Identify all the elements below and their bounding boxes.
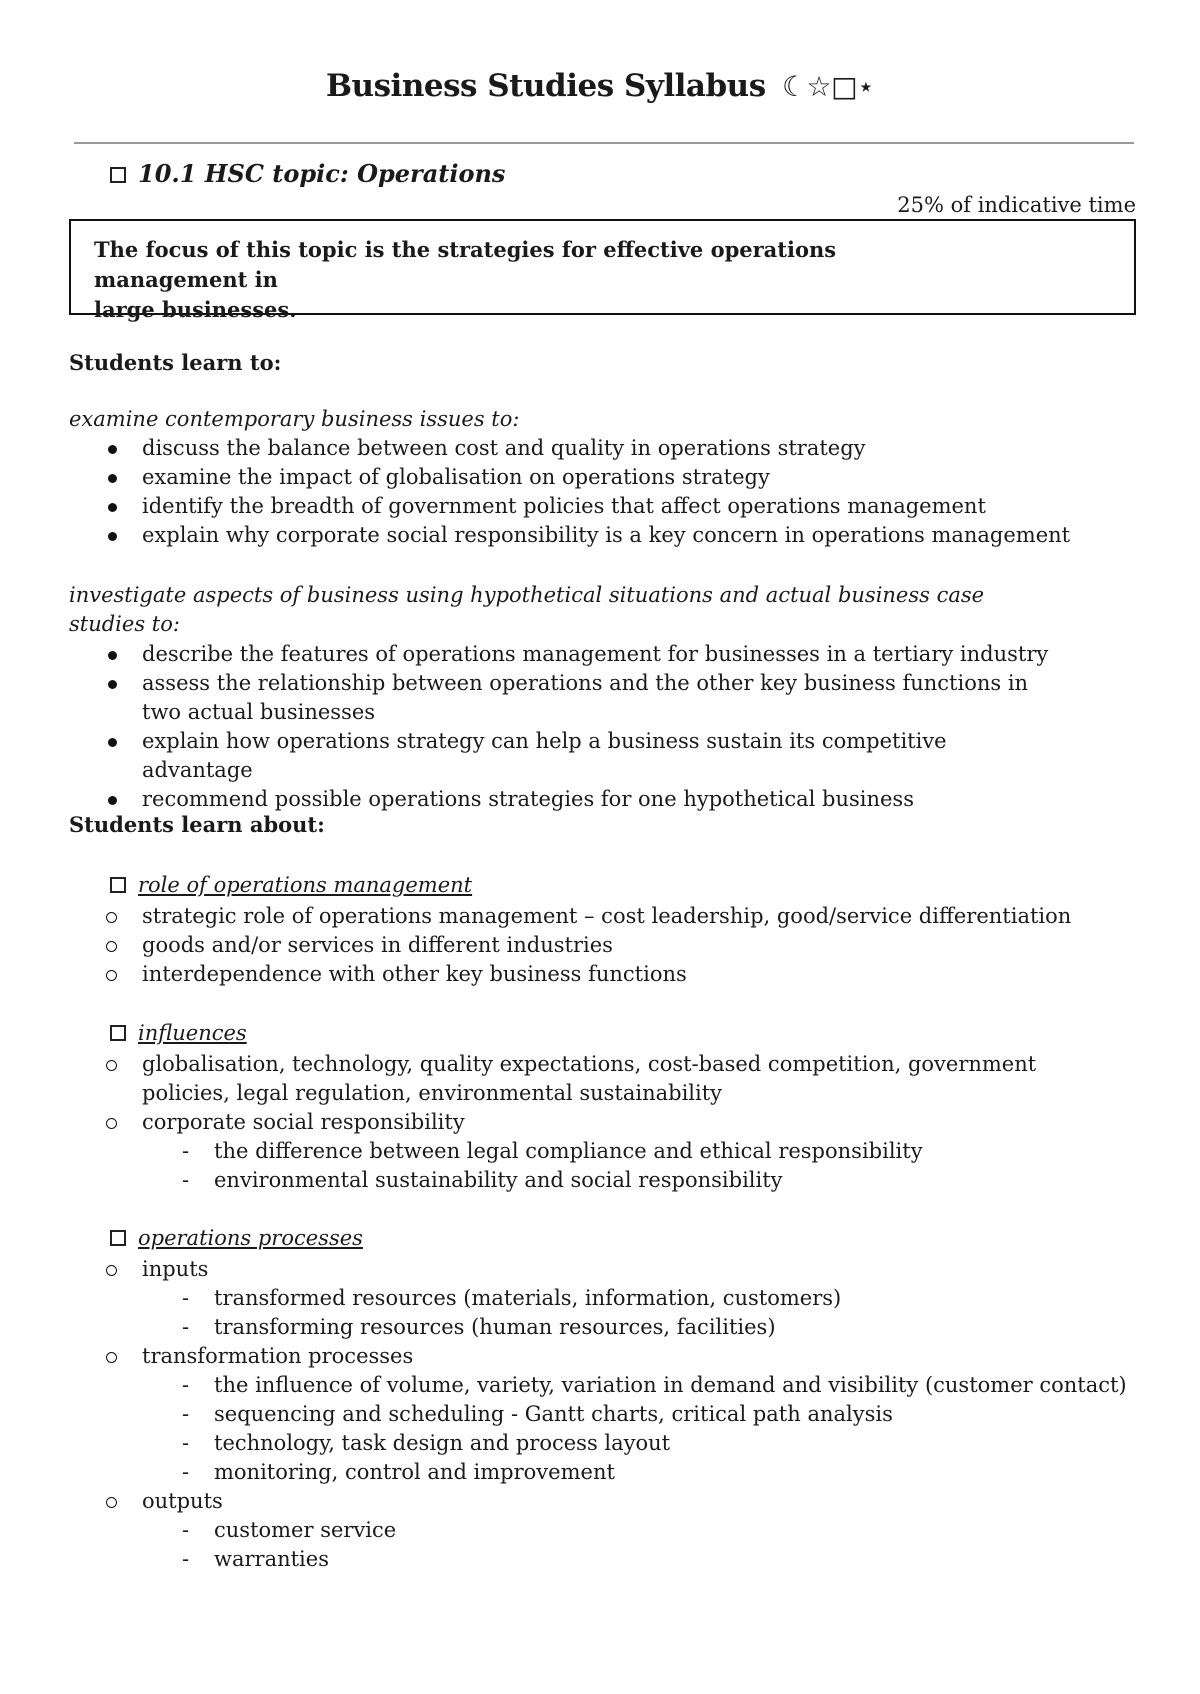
dash-marker: - [182,1168,190,1192]
document-title [0,68,1200,104]
list-item: strategic role of operations management – cost leadership, good/service differentiation [100,902,1130,931]
list-item: explain why corporate social responsibility is a key concern in operations management [100,521,1100,550]
circle-bullet-icon [106,941,117,952]
checkbox-icon [110,1025,126,1041]
focus-text-line2: large businesses. [94,297,297,322]
topic-heading [110,159,505,188]
bullet-icon [108,796,117,805]
circle-bullet-icon [106,1265,117,1276]
sub-list-item: - transformed resources (materials, information, customers) [142,1284,1130,1313]
bullet-icon [108,738,117,747]
learn-to-intro-2: investigate aspects of business using hypothetical situations and actual business case studies to: [69,583,985,636]
checkbox-icon [110,877,126,893]
title-symbols: ☾☆□⋆ [781,70,875,103]
title-text: Business Studies Syllabus [325,68,766,104]
list-item: interdependence with other key business functions [100,960,1130,989]
circle-bullet-icon [106,970,117,981]
sub-list-item: - environmental sustainability and social responsibility [142,1166,1080,1195]
list-item: assess the relationship between operations and the other key business functions in two actual businesses [100,669,1060,727]
list-item: inputs - transformed resources (materials, information, customers) - transforming resources (human resources, facilities) [100,1255,1130,1342]
influences-items [100,1050,1080,1195]
role-items [100,902,1130,989]
sub-list-item: - warranties [142,1545,1130,1574]
processes-items [100,1255,1130,1574]
section-heading-role: role of operations management [110,873,472,897]
learn-to-list-1 [100,434,1100,550]
circle-bullet-icon [106,1060,117,1071]
list-item: corporate social responsibility - the difference between legal compliance and ethical responsibility - environmental sustainability and social responsibility [100,1108,1080,1195]
focus-box [69,219,1136,322]
topic-heading-text: 10.1 HSC topic: Operations [138,159,506,188]
bullet-icon [108,474,117,483]
bullet-icon [108,503,117,512]
circle-bullet-icon [106,1118,117,1129]
list-item: discuss the balance between cost and quality in operations strategy [100,434,1100,463]
list-item: transformation processes - the influence of volume, variety, variation in demand and visibility (customer contact) - sequencing and scheduling - Gantt charts, critical path analysis - technology, task design and process layout - monitoring, control and improvement [100,1342,1130,1487]
dash-marker: - [182,1460,190,1484]
circle-bullet-icon [106,912,117,923]
csr-subitems [142,1137,1080,1195]
section-heading-processes: operations processes [110,1226,363,1250]
list-item: examine the impact of globalisation on operations strategy [100,463,1100,492]
inputs-subitems [142,1284,1130,1342]
transformation-subitems [142,1371,1130,1487]
sub-list-item: - transforming resources (human resources, facilities) [142,1313,1130,1342]
checkbox-icon [110,167,126,183]
list-item: recommend possible operations strategies for one hypothetical business [100,785,1060,814]
sub-list-item: - sequencing and scheduling - Gantt charts, critical path analysis [142,1400,1130,1429]
list-item: describe the features of operations management for businesses in a tertiary industry [100,640,1060,669]
learn-to-intro-1: examine contemporary business issues to: [69,407,520,431]
dash-marker: - [182,1402,190,1426]
bullet-icon [108,651,117,660]
section-heading-influences: influences [110,1021,247,1045]
dash-marker: - [182,1431,190,1455]
bullet-icon [108,445,117,454]
sub-list-item: - the difference between legal compliance and ethical responsibility [142,1137,1080,1166]
focus-text-line1: The focus of this topic is the strategies for effective operations management in [94,237,837,292]
dash-marker: - [182,1286,190,1310]
bullet-icon [108,532,117,541]
circle-bullet-icon [106,1497,117,1508]
list-item: explain how operations strategy can help a business sustain its competitive advantage [100,727,1060,785]
learn-to-list-2 [100,640,1060,814]
outputs-subitems [142,1516,1130,1574]
list-item: goods and/or services in different industries [100,931,1130,960]
dash-marker: - [182,1315,190,1339]
sub-list-item: - customer service [142,1516,1130,1545]
sub-list-item: - the influence of volume, variety, variation in demand and visibility (customer contact) [142,1371,1130,1400]
dash-marker: - [182,1139,190,1163]
dash-marker: - [182,1373,190,1397]
list-item: globalisation, technology, quality expectations, cost-based competition, government policies, legal regulation, environmental sustainability [100,1050,1080,1108]
list-item: outputs - customer service - warranties [100,1487,1130,1574]
bullet-icon [108,680,117,689]
dash-marker: - [182,1518,190,1542]
checkbox-icon [110,1230,126,1246]
circle-bullet-icon [106,1352,117,1363]
learn-to-label: Students learn to: [69,350,282,375]
learn-about-label: Students learn about: [69,812,325,837]
list-item: identify the breadth of government policies that affect operations management [100,492,1100,521]
sub-list-item: - monitoring, control and improvement [142,1458,1130,1487]
dash-marker: - [182,1547,190,1571]
indicative-time-note: 25% of indicative time [897,193,1136,217]
horizontal-divider [74,142,1134,144]
sub-list-item: - technology, task design and process layout [142,1429,1130,1458]
